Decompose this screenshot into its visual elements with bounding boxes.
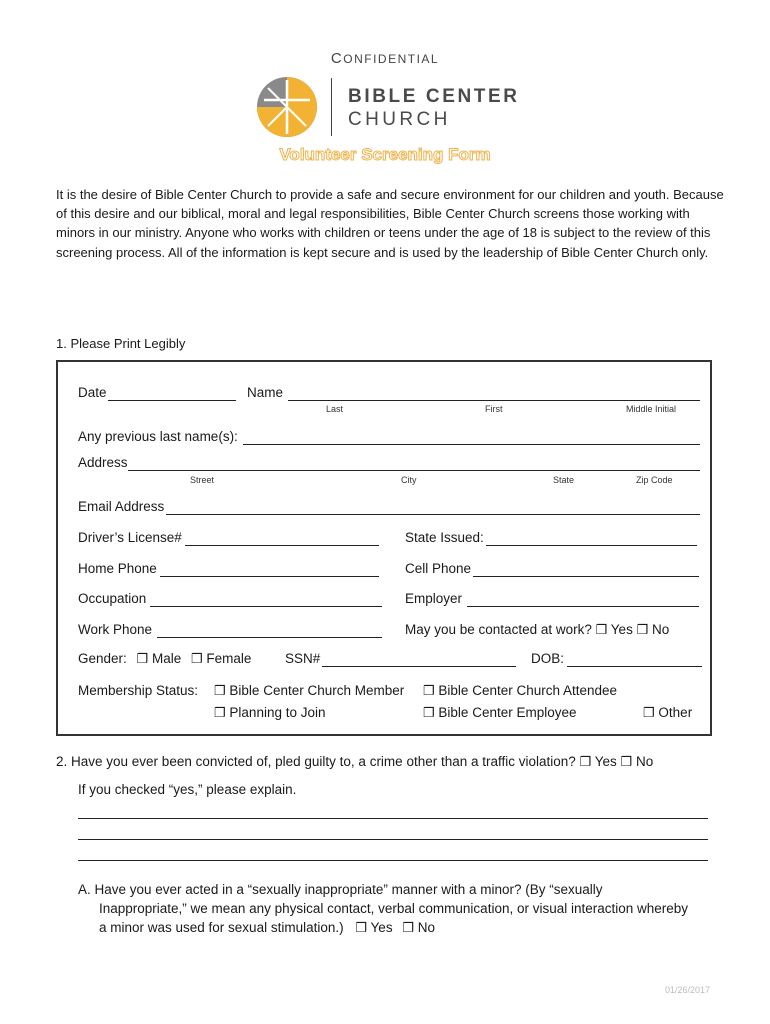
previous-names-field[interactable]	[243, 444, 700, 445]
previous-names-label: Any previous last name(s):	[78, 429, 238, 444]
dob-label: DOB:	[531, 651, 565, 666]
name-middle-caption: Middle Initial	[626, 404, 677, 414]
question-a-yes-label: Yes	[370, 920, 393, 935]
membership-other-label: Other	[658, 705, 693, 720]
occupation-field[interactable]	[150, 606, 382, 607]
checkbox-icon[interactable]: ❒	[136, 651, 149, 666]
membership-option-employee[interactable]	[423, 705, 577, 721]
drivers-license-field[interactable]	[185, 545, 379, 546]
email-label: Email Address	[78, 499, 165, 514]
home-phone-field[interactable]	[160, 576, 379, 577]
intro-paragraph: It is the desire of Bible Center Church to provide a safe and secure environment for our children and youth. Because of this desire and our biblical, moral and legal responsibilities, Bible Center Church screens those working with minors in our ministry. Anyone who works with children or teens under the age of 18 is subject to the review of this screening process. All of the information is kept secure and is used by the leadership of Bible Center Church only.	[56, 187, 724, 260]
address-field[interactable]	[128, 470, 700, 471]
address-city-caption: City	[401, 475, 417, 485]
logo-text-line1: BIBLE CENTER	[348, 86, 520, 107]
checkbox-icon[interactable]: ❒	[214, 705, 226, 720]
checkbox-icon[interactable]: ❒	[214, 683, 226, 698]
logo-divider	[331, 78, 332, 136]
dob-field[interactable]	[567, 666, 702, 667]
explain-line-2[interactable]	[78, 839, 708, 840]
occupation-label: Occupation	[78, 591, 147, 606]
membership-planning-label: Planning to Join	[229, 705, 326, 720]
name-field[interactable]	[288, 400, 700, 401]
state-issued-label: State Issued:	[405, 530, 484, 545]
contact-at-work-question	[405, 622, 669, 638]
gender-female-label: Female	[206, 651, 252, 666]
address-label: Address	[78, 455, 128, 470]
employer-label: Employer	[405, 591, 463, 606]
church-logo-icon	[256, 76, 318, 138]
membership-option-other[interactable]	[643, 705, 692, 721]
home-phone-label: Home Phone	[78, 561, 157, 576]
checkbox-icon[interactable]: ❒	[423, 705, 435, 720]
contact-at-work-label: May you be contacted at work?	[405, 622, 592, 637]
ssn-field[interactable]	[322, 666, 516, 667]
ssn-label: SSN#	[285, 651, 321, 666]
membership-employee-label: Bible Center Employee	[438, 705, 577, 720]
footer-date: 01/26/2017	[665, 985, 711, 995]
contact-no-label: No	[652, 622, 670, 637]
checkbox-icon[interactable]: ❒	[191, 651, 203, 666]
drivers-license-label: Driver’s License#	[78, 530, 182, 545]
membership-option-planning[interactable]	[214, 705, 326, 721]
address-zip-caption: Zip Code	[636, 475, 673, 485]
address-state-caption: State	[553, 475, 575, 485]
address-street-caption: Street	[190, 475, 215, 485]
question-a-no-label: No	[417, 920, 436, 935]
logo-text-line2: CHURCH	[348, 109, 451, 130]
checkbox-icon[interactable]: ❒	[636, 622, 649, 637]
gender-group	[78, 651, 251, 667]
membership-option-attendee[interactable]	[423, 683, 617, 699]
checkbox-icon[interactable]: ❒	[402, 920, 414, 935]
cell-phone-label: Cell Phone	[405, 561, 472, 576]
gender-male-label: Male	[151, 651, 182, 666]
state-issued-field[interactable]	[486, 545, 697, 546]
question-a-line1: A. Have you ever acted in a “sexually inappropriate” manner with a minor? (By “sexually	[78, 882, 603, 897]
cell-phone-field[interactable]	[473, 576, 699, 577]
checkbox-icon[interactable]: ❒	[423, 683, 435, 698]
membership-status-label: Membership Status:	[78, 683, 199, 698]
conviction-question-text: 2. Have you ever been convicted of, pled guilty to, a crime other than a traffic violation?	[56, 754, 576, 769]
conviction-no-label: No	[635, 754, 654, 769]
work-phone-field[interactable]	[157, 637, 382, 638]
gender-label: Gender:	[78, 651, 127, 666]
section1-heading: 1. Please Print Legibly	[56, 336, 186, 351]
membership-member-label: Bible Center Church Member	[229, 683, 405, 698]
checkbox-icon[interactable]: ❒	[620, 754, 633, 769]
date-field[interactable]	[108, 400, 236, 401]
name-label: Name	[247, 385, 284, 400]
explain-line-1[interactable]	[78, 818, 708, 819]
confidential-label: CONFIDENTIAL	[330, 50, 440, 67]
checkbox-icon[interactable]: ❒	[643, 705, 655, 720]
checkbox-icon[interactable]: ❒	[579, 754, 592, 769]
conviction-question	[56, 754, 653, 770]
name-first-caption: First	[485, 404, 503, 414]
membership-attendee-label: Bible Center Church Attendee	[438, 683, 618, 698]
checkbox-icon[interactable]: ❒	[355, 920, 368, 935]
question-a-line3-text: a minor was used for sexual stimulation.)	[99, 920, 344, 935]
personal-info-box	[56, 360, 712, 736]
employer-field[interactable]	[467, 606, 699, 607]
form-title: Volunteer Screening Form	[279, 145, 491, 164]
explain-prompt: If you checked “yes,” please explain.	[78, 782, 297, 797]
name-last-caption: Last	[326, 404, 344, 414]
work-phone-label: Work Phone	[78, 622, 153, 637]
explain-line-3[interactable]	[78, 860, 708, 861]
email-field[interactable]	[166, 514, 700, 515]
question-a-line3	[99, 920, 435, 936]
contact-yes-label: Yes	[610, 622, 633, 637]
question-a-line2: Inappropriate,” we mean any physical contact, verbal communication, or visual interaction whereby	[99, 901, 689, 916]
membership-option-member[interactable]	[214, 683, 404, 699]
date-label: Date	[78, 385, 107, 400]
conviction-yes-label: Yes	[594, 754, 617, 769]
checkbox-icon[interactable]: ❒	[595, 622, 608, 637]
